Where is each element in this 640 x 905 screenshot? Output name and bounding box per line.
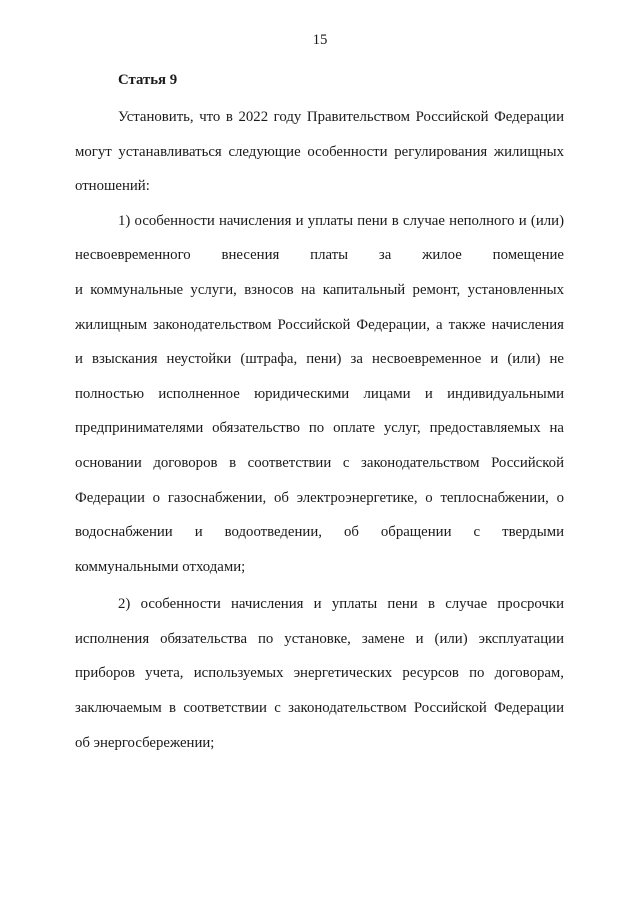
paragraph-line: исполнения обязательства по установке, замене и (или) эксплуатации	[75, 630, 564, 647]
article-heading: Статья 9	[118, 72, 178, 88]
paragraph-line: отношений:	[75, 178, 150, 195]
paragraph-line: Федерации о газоснабжении, об электроэнергетике, о теплоснабжении, о	[75, 489, 564, 506]
paragraph-line: приборов учета, используемых энергетических ресурсов по договорам,	[75, 665, 564, 682]
paragraph-line: об энергосбережении;	[75, 734, 215, 751]
paragraph-line: коммунальными отходами;	[75, 558, 246, 575]
paragraph-line: 1) особенности начисления и уплаты пени в случае неполного и (или)	[118, 212, 564, 229]
paragraph-line: заключаемым в соответствии с законодательством Российской Федерации	[75, 700, 564, 717]
paragraph-line: водоснабжении и водоотведении, об обращении с твердыми	[75, 524, 564, 541]
paragraph-line: предпринимателями обязательство по оплате услуг, предоставляемых на	[75, 420, 564, 437]
paragraph-line: основании договоров в соответствии с законодательством Российской	[75, 454, 564, 471]
paragraph-item-2	[75, 587, 564, 760]
paragraph-line: жилищным законодательством Российской Федерации, а также начисления	[75, 316, 564, 333]
article	[75, 63, 564, 760]
paragraph-line: полностью исполненное юридическими лицами и индивидуальными	[75, 385, 564, 402]
page-number: 15	[312, 32, 328, 48]
paragraph-line: и взыскания неустойки (штрафа, пени) за несвоевременное и (или) не	[75, 351, 564, 368]
paragraph-line: Установить, что в 2022 году Правительством Российской Федерации	[118, 108, 564, 125]
paragraph-intro	[75, 100, 564, 204]
paragraph-item-1	[75, 204, 564, 585]
paragraph-line: и коммунальные услуги, взносов на капитальный ремонт, установленных	[75, 281, 564, 298]
paragraph-line: 2) особенности начисления и уплаты пени в случае просрочки	[118, 596, 564, 613]
paragraph-line: несвоевременного внесения платы за жилое помещение	[75, 247, 564, 264]
paragraph-line: могут устанавливаться следующие особенности регулирования жилищных	[75, 143, 564, 160]
